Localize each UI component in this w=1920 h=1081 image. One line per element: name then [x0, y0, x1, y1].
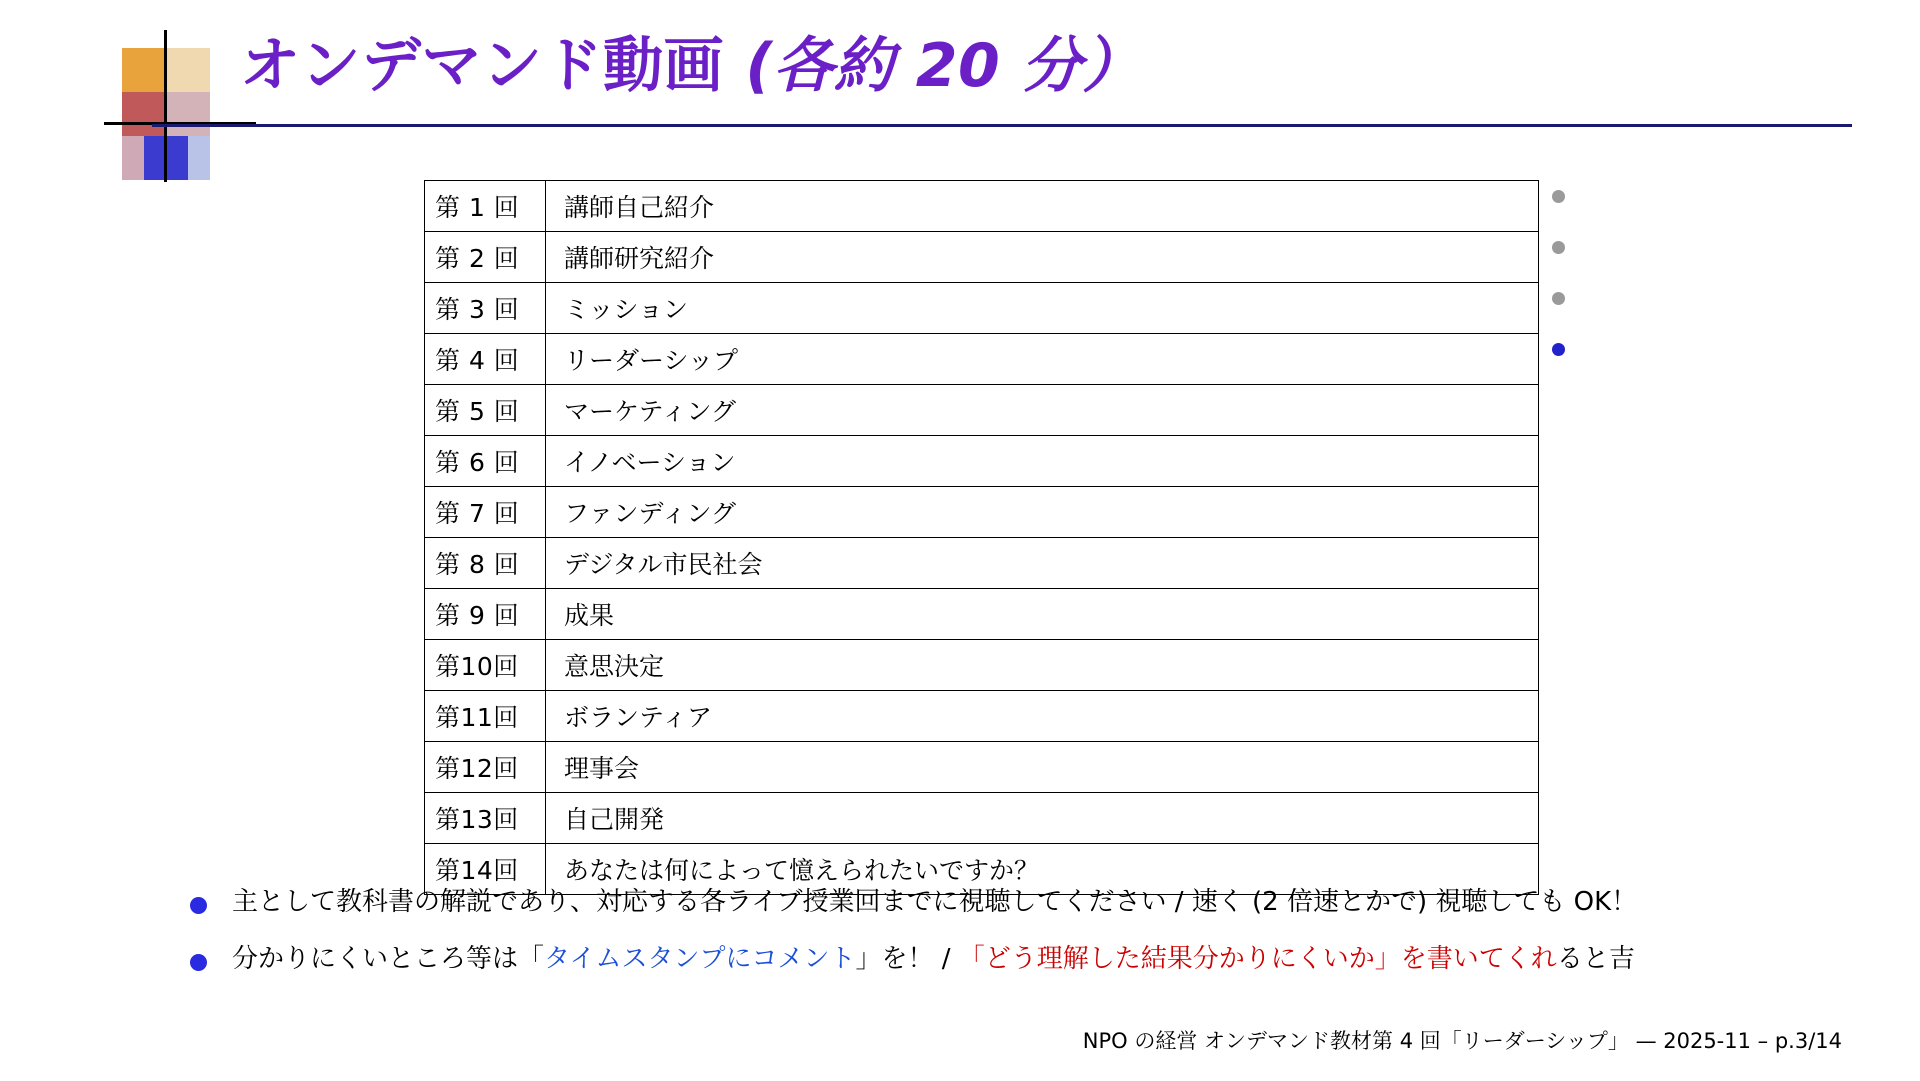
episode-table-wrapper [424, 180, 1539, 895]
table-row [425, 436, 1539, 487]
table-row [425, 589, 1539, 640]
section-progress-dots [1552, 190, 1565, 394]
episode-title-cell: リーダーシップ [546, 334, 1539, 385]
episode-number-cell: 第 1 回 [425, 181, 546, 232]
bullet-dot-icon [190, 954, 207, 971]
progress-dot[interactable] [1552, 343, 1565, 356]
episode-number-cell: 第 4 回 [425, 334, 546, 385]
bullet-text [232, 942, 1635, 977]
page-title [240, 18, 1143, 104]
slide-logo [104, 30, 244, 170]
slide-footer: NPO の経営 オンデマンド教材第 4 回「リーダーシップ」 — 2025-11 – p.3/14 [1082, 1029, 1842, 1053]
episode-number-cell: 第 5 回 [425, 385, 546, 436]
bullet-text-segment: 」を！ / [855, 944, 959, 975]
table-row [425, 181, 1539, 232]
title-divider [152, 124, 1852, 127]
table-row [425, 640, 1539, 691]
logo-vertical-line [164, 30, 167, 182]
episode-table [424, 180, 1539, 895]
logo-square-orange [122, 48, 166, 92]
table-row [425, 385, 1539, 436]
table-row [425, 487, 1539, 538]
episode-title-cell: 自己開発 [546, 793, 1539, 844]
table-row [425, 793, 1539, 844]
bullet-text-segment: 「どう理解した結果分かりにくいか」を書いてくれ [958, 944, 1557, 975]
episode-number-cell: 第 8 回 [425, 538, 546, 589]
page-title-paren: (各約 20 分） [745, 31, 1143, 101]
episode-number-cell: 第 3 回 [425, 283, 546, 334]
page-title-main: オンデマンド動画 [240, 31, 724, 101]
bullet-list [190, 885, 1870, 999]
episode-number-cell: 第12回 [425, 742, 546, 793]
table-row [425, 283, 1539, 334]
bullet-text-segment: ると吉 [1556, 944, 1635, 975]
logo-square-cream [166, 48, 210, 92]
bullet-text [232, 885, 1637, 920]
list-item [190, 885, 1870, 920]
episode-title-cell: ボランティア [546, 691, 1539, 742]
episode-number-cell: 第 9 回 [425, 589, 546, 640]
episode-title-cell: 講師自己紹介 [546, 181, 1539, 232]
table-row [425, 538, 1539, 589]
table-row [425, 742, 1539, 793]
episode-title-cell: 理事会 [546, 742, 1539, 793]
episode-number-cell: 第11回 [425, 691, 546, 742]
logo-square-red [122, 92, 166, 136]
episode-title-cell: デジタル市民社会 [546, 538, 1539, 589]
episode-title-cell: 講師研究紹介 [546, 232, 1539, 283]
bullet-text-segment: 分かりにくいところ等は「 [232, 944, 545, 975]
episode-title-cell: 成果 [546, 589, 1539, 640]
episode-title-cell: イノベーション [546, 436, 1539, 487]
episode-number-cell: 第14回 [425, 844, 546, 895]
episode-title-cell: ミッション [546, 283, 1539, 334]
bullet-text-segment: 主として教科書の解説であり、対応する各ライブ授業回までに視聴してください / 速く (2 倍速とかで) 視聴しても OK！ [232, 887, 1638, 917]
episode-number-cell: 第13回 [425, 793, 546, 844]
episode-number-cell: 第 2 回 [425, 232, 546, 283]
table-row [425, 691, 1539, 742]
episode-title-cell: あなたは何によって憶えられたいですか？ [546, 844, 1539, 895]
episode-title-cell: マーケティング [546, 385, 1539, 436]
bullet-dot-icon [190, 897, 207, 914]
progress-dot[interactable] [1552, 190, 1565, 203]
episode-number-cell: 第10回 [425, 640, 546, 691]
episode-title-cell: 意思決定 [546, 640, 1539, 691]
list-item [190, 942, 1870, 977]
table-row [425, 232, 1539, 283]
progress-dot[interactable] [1552, 292, 1565, 305]
progress-dot[interactable] [1552, 241, 1565, 254]
table-row [425, 334, 1539, 385]
logo-square-pink [166, 92, 210, 136]
episode-number-cell: 第 6 回 [425, 436, 546, 487]
episode-number-cell: 第 7 回 [425, 487, 546, 538]
episode-title-cell: ファンディング [546, 487, 1539, 538]
bullet-text-segment: タイムスタンプにコメント [544, 944, 856, 975]
